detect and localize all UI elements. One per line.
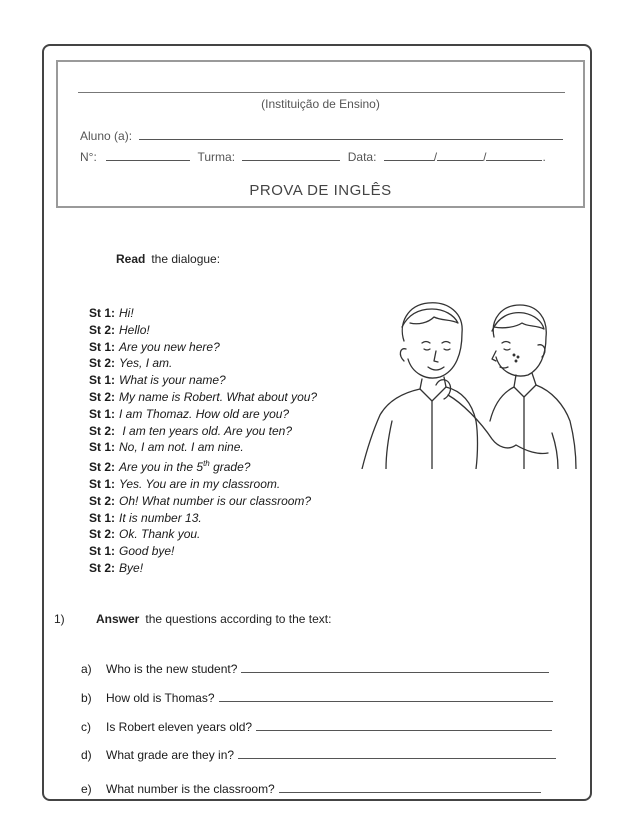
dialogue-text [119,306,134,320]
class-field[interactable] [242,149,340,161]
speaker-label: St 2: [89,356,116,371]
dialogue-text-part: I am ten years old. Are you ten? [119,423,292,438]
student-name-field[interactable] [139,128,563,140]
dialogue-line [89,510,317,527]
dialogue-text [119,494,311,508]
dialogue-text-part: grade? [209,460,251,475]
question-item [81,690,553,705]
dialogue-text-part: Hi! [119,306,134,320]
dialogue-line [89,560,317,577]
exercise-number: 1) [54,612,65,626]
dialogue-text-part: Good bye! [119,544,175,559]
speaker-label: St 1: [89,440,116,455]
dialogue-text [119,340,220,354]
speaker-label: St 2: [89,389,116,404]
question-text: How old is Thomas? [106,691,215,705]
dialogue-text [119,511,202,525]
exercise-instruction [54,612,331,626]
dialogue-text [119,477,280,491]
dialogue-text-part: It is number 13. [119,510,202,525]
dialogue-text [119,356,172,370]
question-item [81,747,556,762]
two-boys-illustration-icon [352,293,580,469]
answer-field[interactable] [238,747,556,759]
dialogue-text-part: My name is Robert. What about you? [119,389,318,404]
reading-rest: the dialogue: [151,252,221,266]
dialogue-line [89,543,317,560]
dialogue-text-part: What is your name? [119,373,226,388]
question-text: Is Robert eleven years old? [106,720,253,734]
speaker-label: St 2: [89,423,116,438]
class-label: Turma: [197,150,236,164]
speaker-label: St 2: [89,560,116,575]
speaker-label: St 2: [89,322,116,337]
question-text: Who is the new student? [106,662,238,676]
exercise-rest: the questions according to the text: [145,612,332,626]
date-separator: / [483,150,487,164]
dialogue-text-part: Bye! [119,560,144,575]
dialogue-text-part: Yes. You are in my classroom. [119,476,281,491]
dialogue-text-part: No, I am not. I am nine. [119,440,244,455]
date-day-field[interactable] [384,149,434,161]
date-month-field[interactable] [437,149,483,161]
dialogue-text [119,544,174,558]
speaker-label: St 1: [89,339,116,354]
speaker-label: St 1: [89,510,116,525]
dialogue-text [119,373,226,387]
question-letter: a) [81,662,92,676]
institution-line [78,92,565,93]
question-text: What number is the classroom? [106,782,275,796]
dialogue-line [89,355,317,372]
question-item [81,781,541,796]
reading-verb: Read [116,252,146,266]
exam-header [56,60,585,208]
dialogue-text [119,561,143,575]
student-label: Aluno (a): [80,129,133,143]
speaker-label: St 1: [89,306,116,320]
dialogue-text-part: Are you new here? [119,339,220,354]
dialogue-text [119,390,317,404]
answer-field[interactable] [219,690,553,702]
dialogue-text-part: I am Thomaz. How old are you? [119,406,290,421]
question-letter: d) [81,748,92,762]
dialogue-text-part: Hello! [119,322,150,337]
number-field[interactable] [106,149,190,161]
speaker-label: St 2: [89,493,116,508]
speaker-label: St 2: [89,460,116,475]
number-label: N°: [80,150,97,164]
dialogue-line [89,305,317,322]
date-label: Data: [347,150,377,164]
dialogue-text-part: Yes, I am. [119,356,173,371]
dialogue-text [119,323,150,337]
exercise-verb: Answer [96,612,140,626]
dialogue-line [89,493,317,510]
dialogue-line [89,389,317,406]
dialogue-text [119,407,289,421]
speaker-label: St 1: [89,476,116,491]
answer-field[interactable] [279,781,541,793]
speaker-label: St 1: [89,373,116,388]
date-separator: / [433,150,438,164]
question-letter: e) [81,782,92,796]
dialogue-line [89,476,317,493]
answer-field[interactable] [241,661,549,673]
answer-field[interactable] [256,719,552,731]
exam-title: PROVA DE INGLÊS [249,182,392,199]
info-row [80,149,546,164]
dialogue-line [89,406,317,423]
dialogue-text-part: Are you in the 5 [119,460,204,475]
dialogue-text-part: Oh! What number is our classroom? [119,493,312,508]
date-year-field[interactable] [486,149,542,161]
question-letter: b) [81,691,92,705]
date-end: . [542,150,546,164]
question-letter: c) [81,720,91,734]
ordinal-suffix: th [203,459,210,469]
question-item [81,661,549,676]
reading-instruction [116,252,220,266]
institution-label: (Instituição de Ensino) [261,97,380,111]
dialogue-line [89,526,317,543]
question-text: What grade are they in? [106,748,235,762]
speaker-label: St 1: [89,406,116,421]
dialogue-line [89,439,317,456]
question-item [81,719,552,734]
dialogue-line [89,423,317,440]
speaker-label: St 2: [89,527,116,542]
dialogue-line [89,339,317,356]
dialogue-text [119,440,244,454]
speaker-label: St 1: [89,544,116,559]
dialogue [89,305,317,577]
dialogue-text-part: Ok. Thank you. [119,527,201,542]
dialogue-text [119,527,200,541]
dialogue-line [89,322,317,339]
dialogue-text [119,460,250,474]
dialogue-text [119,424,292,438]
student-row [80,128,563,143]
dialogue-line [89,456,317,476]
dialogue-line [89,372,317,389]
